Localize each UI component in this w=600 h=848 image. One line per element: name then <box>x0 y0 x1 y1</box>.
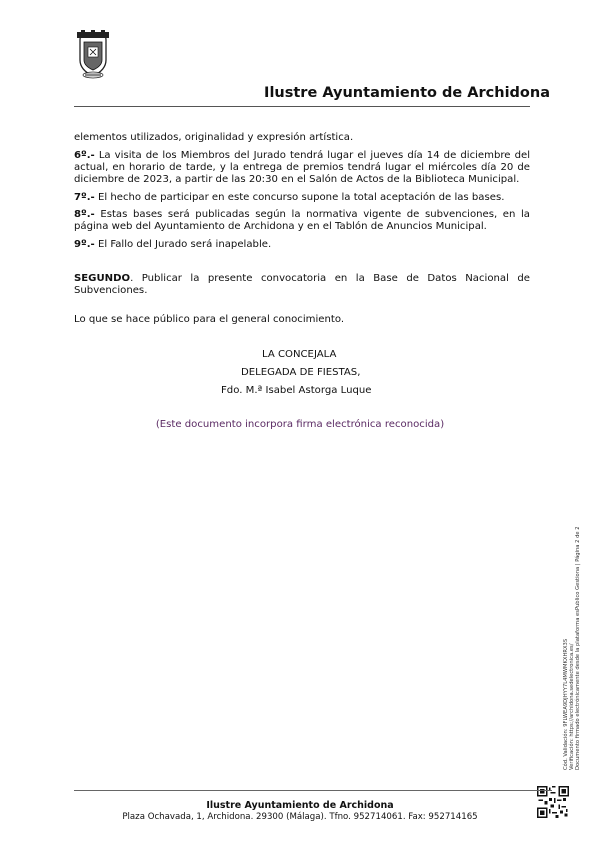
footer-divider <box>74 790 552 791</box>
item-8-text: Estas bases será publicadas según la normativa vigente de subvenciones, en la página web del Ayuntamiento de Archidona y en el Tablón de Anuncios Municipal. <box>74 209 530 233</box>
item-6-text: La visita de los Miembros del Jurado tendrá lugar el jueves día 14 de diciembre del actual, en horario de tarde, y la entrega de premios tendrá lugar el miércoles día 20 de diciembre de 2023, a partir de las 20:30 en el Salón de Actos de la Biblioteca Municipal. <box>74 150 530 186</box>
item-9-label: 9º.- <box>74 239 95 250</box>
segundo-text: . Publicar la presente convocatoria en la Base de Datos Nacional de Subvenciones. <box>74 273 530 297</box>
item-8-label: 8º.- <box>74 209 95 220</box>
verification-sidebar <box>563 520 581 770</box>
item-7-label: 7º.- <box>74 192 95 203</box>
item-6-label: 6º.- <box>74 150 95 161</box>
paragraph-item-9 <box>74 239 530 251</box>
item-9-text: El Fallo del Jurado será inapelable. <box>94 239 272 250</box>
header-divider <box>74 106 530 107</box>
signature-name: Fdo. M.ª Isabel Astorga Luque <box>221 385 372 396</box>
paragraph-segundo <box>74 273 530 297</box>
segundo-label: SEGUNDO <box>74 273 131 284</box>
paragraph-intro <box>74 132 530 144</box>
intro-text: elementos utilizados, originalidad y expresión artística. <box>74 132 354 143</box>
electronic-signature-note: (Este documento incorpora firma electrónica reconocida) <box>155 419 445 430</box>
municipal-coat-of-arms-icon <box>74 30 112 80</box>
closing-text: Lo que se hace público para el general conocimiento. <box>74 314 345 325</box>
footer-title: Ilustre Ayuntamiento de Archidona <box>206 800 394 811</box>
paragraph-item-6 <box>74 150 530 187</box>
signature-department: DELEGADA DE FIESTAS, <box>241 367 361 378</box>
paragraph-closing <box>74 314 530 326</box>
validation-code: Cód. Validación: 9FLWEA9DJHYY7L4MWMKXHRX3S <box>563 638 569 770</box>
footer-address: Plaza Ochavada, 1, Archidona. 29300 (Málaga). Tfno. 952714061. Fax: 952714165 <box>122 812 478 822</box>
signature-platform-note: Documento firmado electrónicamente desde la plataforma esPublico Gestiona | Página 2 de 2 <box>575 526 581 770</box>
signature-role: LA CONCEJALA <box>262 349 337 360</box>
paragraph-item-7 <box>74 192 530 204</box>
item-7-text: El hecho de participar en este concurso supone la total aceptación de las bases. <box>94 192 505 203</box>
header-title: Ilustre Ayuntamiento de Archidona <box>264 85 550 101</box>
verification-url[interactable]: Verificación: https://archidona.sedelectronica.es/ <box>569 643 575 770</box>
paragraph-item-8 <box>74 209 530 233</box>
